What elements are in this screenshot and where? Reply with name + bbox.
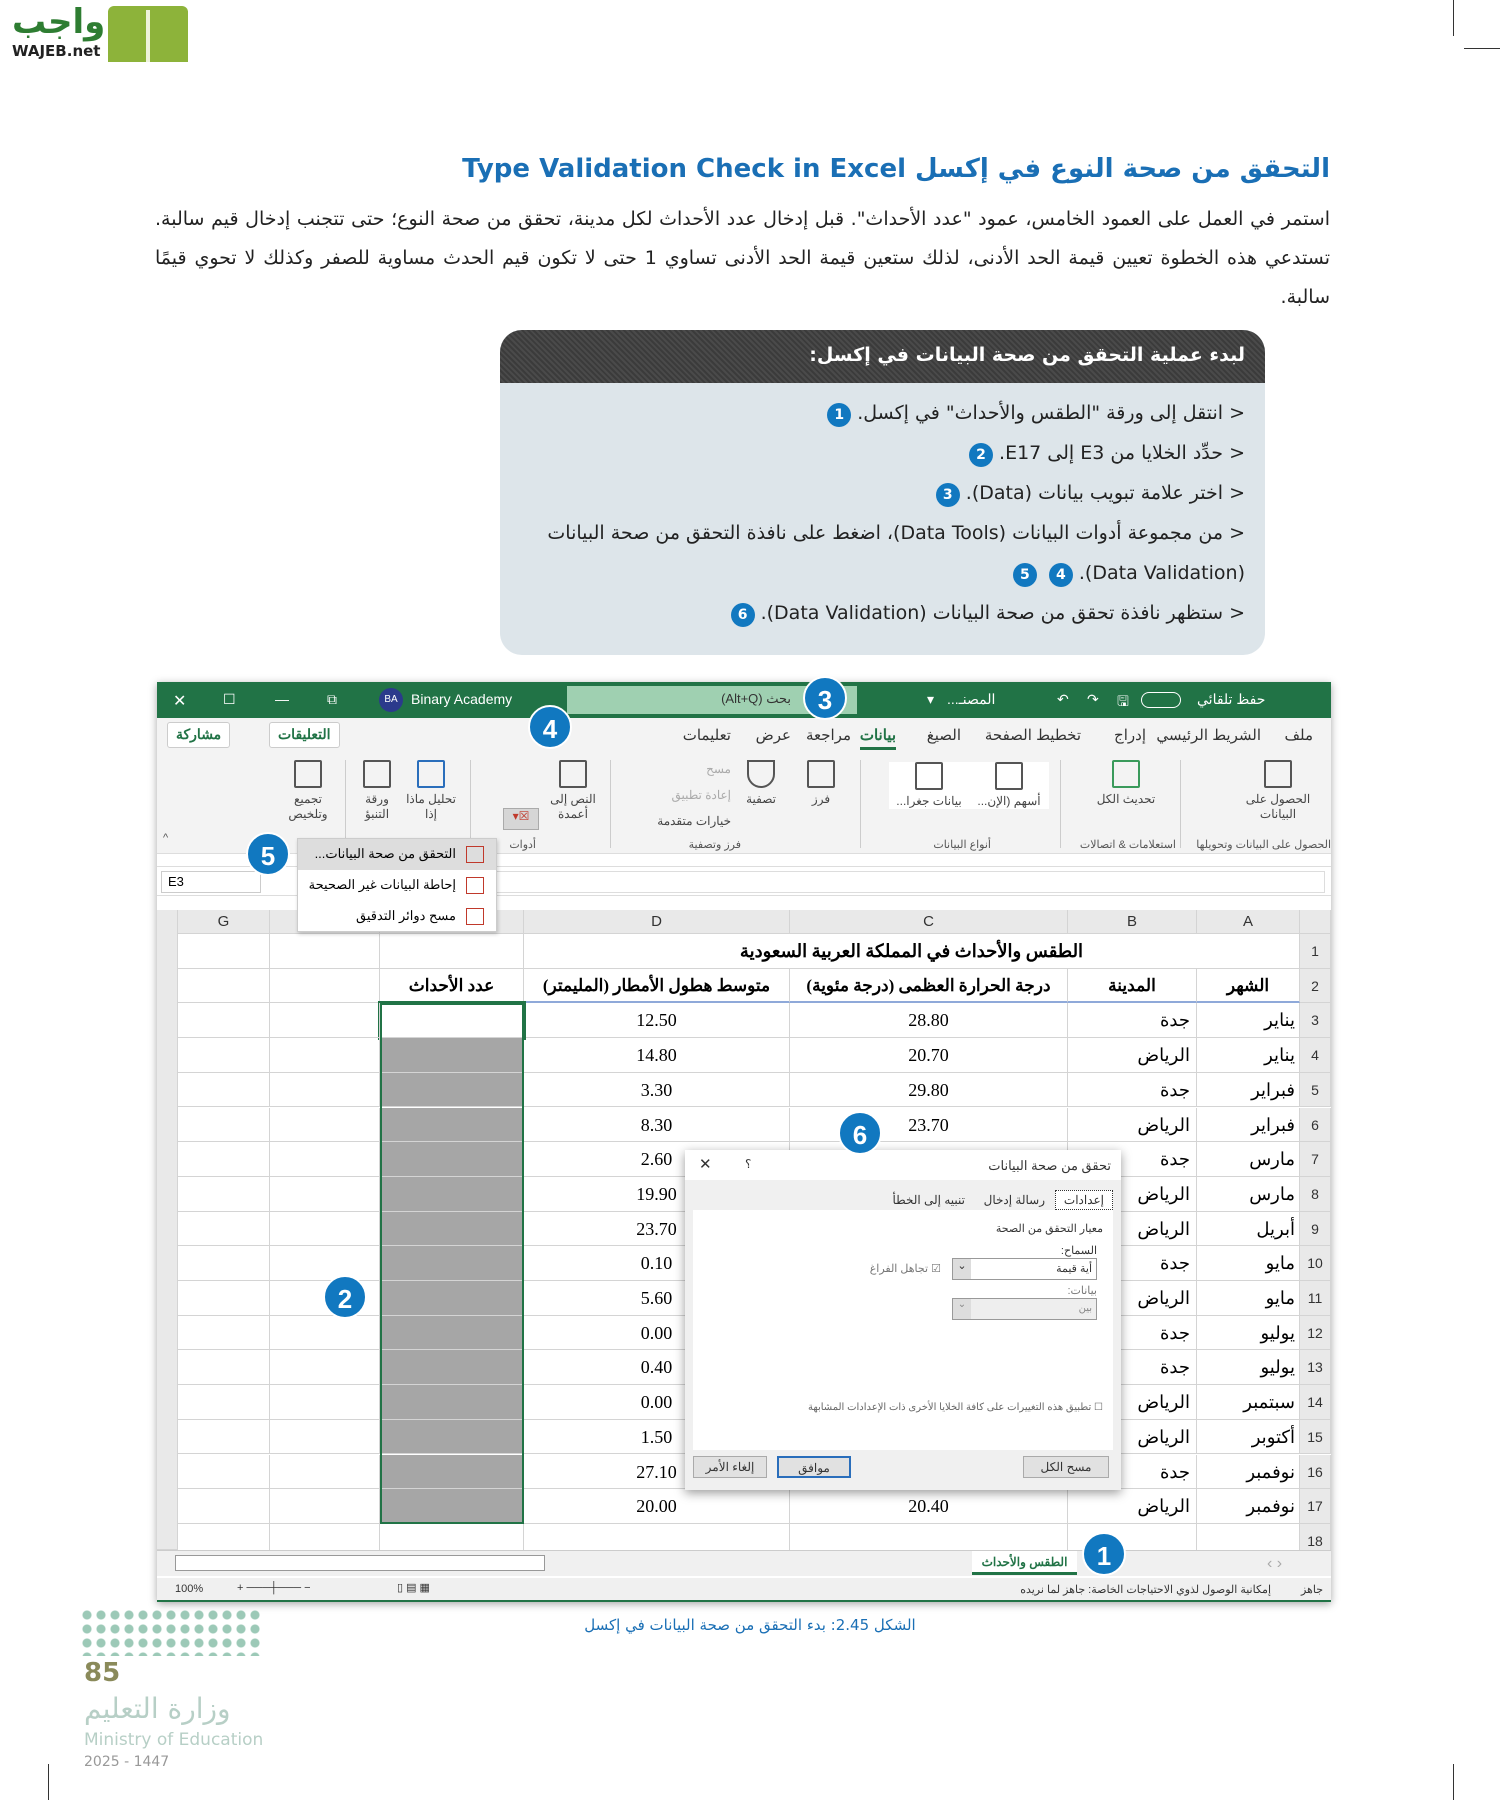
events-cell[interactable] [380,1038,524,1073]
cell[interactable] [178,1489,270,1524]
wajeb-logo [0,0,195,72]
month-cell[interactable]: يوليو [1197,1350,1300,1385]
city-cell[interactable]: جدة [1068,1455,1197,1490]
data-validation-menu [297,838,497,932]
row-header[interactable]: 7 [1300,1142,1331,1177]
row-header[interactable]: 4 [1300,1038,1331,1073]
cell[interactable] [270,1073,380,1108]
row-header[interactable]: 9 [1300,1212,1331,1247]
menu-item-data-validation[interactable]: التحقق من صحة البيانات... [298,839,496,870]
step-item [510,513,1245,593]
step-text: انتقل إلى ورقة "الطقس والأحداث" في إكسل. [857,402,1224,424]
cell[interactable] [178,1142,270,1177]
sheet-tab-weather-events[interactable]: الطقس والأحداث [972,1551,1077,1575]
ignore-blank-label: تجاهل الفراغ [869,1263,929,1275]
intro-paragraph: استمر في العمل على العمود الخامس، عمود "عدد الأحداث". قبل إدخال عدد الأحداث لكل مدينة، تحقق من صحة النوع؛ حتى تتجنب إدخال قيم سالبة. تستدعي هذه الخطوة تعيين قيمة الحد الأدنى، لذلك ستعين قيمة الحد الأدنى تساوي 1 حتى لا تكون قيم الحدث مساوية للصفر وكذلك لا تحوي قيمًا سالبة. [155,208,1330,308]
callout-marker-4: 4 [528,705,572,749]
month-cell[interactable]: فبراير [1197,1108,1300,1143]
group-label: أدوات [509,839,536,851]
row-header[interactable]: 15 [1300,1420,1331,1455]
events-cell[interactable] [380,1281,524,1316]
events-cell[interactable] [380,1420,524,1455]
label: فرز [811,792,831,806]
group-label: الحصول على البيانات وتحويلها [1196,839,1331,851]
row-header[interactable]: 11 [1300,1281,1331,1316]
row-header[interactable]: 2 [1300,969,1331,1004]
label: ورقة التنبؤ [364,792,390,821]
data-validation-button[interactable] [503,808,539,830]
group-label: أنواع البيانات [933,839,991,851]
data-select[interactable] [952,1298,1097,1320]
step-number-badge: 5 [1013,563,1037,587]
apply-all-label: تطبيق هذه التغييرات على كافة الخلايا الأخرى ذات الإعدادات المشابهة [807,1402,1092,1413]
column-header[interactable]: A [1197,910,1300,934]
rainfall-cell[interactable]: 14.80 [524,1038,790,1073]
cell[interactable] [178,1455,270,1490]
filename-dropdown[interactable]: المصنـ... [947,691,996,707]
column-header[interactable]: D [524,910,790,934]
tab-1[interactable]: الشريط الرئيسي [1156,727,1261,744]
page-number: 85 [84,1658,121,1688]
clear-button[interactable]: مسح [706,762,731,776]
row-header[interactable]: 16 [1300,1455,1331,1490]
city-cell[interactable]: الرياض [1068,1489,1197,1524]
row-header[interactable]: 5 [1300,1073,1331,1108]
collapse-ribbon-icon[interactable]: ^ [163,832,169,844]
divider [610,760,611,848]
month-cell[interactable]: يناير [1197,1038,1300,1073]
allow-value: أية قيمة [1056,1263,1092,1275]
column-header[interactable]: G [178,910,270,934]
column-title-cell[interactable]: متوسط هطول الأمطار (المليمتر) [524,969,790,1004]
view-buttons[interactable]: ▯ ▤ ▦ [397,1582,430,1594]
get-data-button[interactable] [1243,760,1313,822]
sheet-tab-bar [157,1550,1331,1576]
cell[interactable] [270,1038,380,1073]
step-item [510,433,1245,473]
step-number-badge: 2 [969,443,993,467]
city-cell[interactable]: جدة [1068,1316,1197,1351]
cell[interactable] [270,1108,380,1143]
ministry-dots-icon [80,1608,260,1656]
cell[interactable] [178,1073,270,1108]
temperature-cell[interactable]: 20.70 [790,1038,1068,1073]
cell[interactable] [270,1420,380,1455]
accessibility-status[interactable]: إمكانية الوصول لذوي الاحتياجات الخاصة: جاهز لما نريده [1020,1584,1271,1596]
ignore-blank-checkbox[interactable]: ☑ تجاهل الفراغ [869,1263,941,1275]
column-title-cell[interactable]: درجة الحرارة العظمى (درجة مئوية) [790,969,1068,1004]
row-header[interactable]: 6 [1300,1108,1331,1143]
database-icon [1264,760,1292,788]
section-label: معيار التحقق من الصحة [995,1223,1103,1235]
temperature-cell[interactable]: 28.80 [790,1003,1068,1038]
rainfall-cell[interactable]: 1.50 [524,1420,790,1455]
step-number-badge: 1 [827,403,851,427]
filter-icon [747,760,775,788]
chevron-down-icon: ⌄ [953,1299,971,1319]
chevron-down-icon: ▾ [927,691,935,707]
step-text: اختر علامة تبويب بيانات (Data). [965,482,1224,504]
cancel-button[interactable]: إلغاء الأمر [693,1456,767,1478]
row-header[interactable]: 10 [1300,1246,1331,1281]
tab-2[interactable]: إدراج [1114,727,1146,744]
cell[interactable] [270,1246,380,1281]
month-cell[interactable]: نوفمبر [1197,1455,1300,1490]
avatar[interactable]: BA [379,688,403,712]
refresh-icon [1112,760,1140,788]
share-button[interactable]: مشاركة [167,722,230,748]
cell[interactable] [178,1212,270,1247]
label: أسهم (الإن... [977,794,1041,808]
cell[interactable] [270,1385,380,1420]
horizontal-scrollbar[interactable] [175,1555,545,1571]
outline-icon [294,760,322,788]
month-cell[interactable]: يناير [1197,1003,1300,1038]
label: تجميع وتلخيص [288,792,328,821]
column-title-cell[interactable]: المدينة [1068,969,1197,1004]
row-header[interactable]: 17 [1300,1489,1331,1524]
tab-0[interactable]: ملف [1284,727,1313,744]
events-cell[interactable] [380,1455,524,1490]
city-cell[interactable]: جدة [1068,1003,1197,1038]
events-cell[interactable] [380,1212,524,1247]
events-cell[interactable] [380,1177,524,1212]
rainfall-cell[interactable]: 0.40 [524,1350,790,1385]
column-header[interactable]: B [1068,910,1197,934]
close-icon[interactable]: ✕ [699,1156,712,1173]
month-cell[interactable]: يوليو [1197,1316,1300,1351]
label: النص إلى أعمدة [550,792,596,821]
callout-marker-1: 1 [1082,1532,1126,1576]
month-cell[interactable]: سبتمبر [1197,1385,1300,1420]
autosave-label: حفظ تلقائي [1197,691,1266,707]
city-cell[interactable]: الرياض [1068,1212,1197,1247]
excel-window [157,682,1331,1602]
rainfall-cell[interactable]: 20.00 [524,1489,790,1524]
sheet-title-cell[interactable]: الطقس والأحداث في المملكة العربية السعودية [524,934,1300,969]
rainfall-cell[interactable]: 0.00 [524,1316,790,1351]
cell[interactable] [270,1350,380,1385]
tab-8[interactable]: تعليمات [682,727,731,744]
events-cell[interactable] [380,1003,524,1038]
cell[interactable] [178,1316,270,1351]
month-cell[interactable]: فبراير [1197,1073,1300,1108]
autosave-toggle[interactable] [1141,692,1181,708]
row-header[interactable]: 13 [1300,1350,1331,1385]
events-cell[interactable] [380,1108,524,1143]
events-cell[interactable] [380,1246,524,1281]
step-text: ستظهر نافذة تحقق من صحة البيانات (Data Validation). [760,602,1224,624]
rainfall-cell[interactable]: 23.70 [524,1212,790,1247]
step-item [510,473,1245,513]
allow-select[interactable] [952,1258,1097,1280]
city-cell[interactable]: جدة [1068,1073,1197,1108]
events-cell[interactable] [380,1489,524,1524]
divider [860,760,861,848]
sort-icon [807,760,835,788]
dialog-panel [693,1210,1113,1450]
step-text: حدِّد الخلايا من E3 إلى E17. [999,442,1224,464]
cell[interactable] [178,1246,270,1281]
column-title-cell[interactable]: عدد الأحداث [380,969,524,1004]
chart-icon [363,760,391,788]
columns-icon [559,760,587,788]
formula-input[interactable] [457,871,1325,893]
reapply-button[interactable]: إعادة تطبيق [671,788,731,802]
events-cell[interactable] [380,1142,524,1177]
tab-5[interactable]: بيانات [860,726,896,750]
row-header[interactable]: 3 [1300,1003,1331,1038]
tab-settings[interactable]: إعدادات [1055,1190,1113,1210]
cell[interactable] [178,1003,270,1038]
status-bar [157,1578,1331,1602]
minimize-icon[interactable]: — [275,691,289,707]
divider [345,760,346,848]
steps-heading: لبدء عملية التحقق من صحة البيانات في إكسل: [500,330,1265,383]
cell[interactable] [270,1177,380,1212]
cell[interactable] [178,1038,270,1073]
logo-latin: WAJEB.net [12,42,101,60]
cell[interactable] [380,934,524,969]
row-header[interactable]: 14 [1300,1385,1331,1420]
label: تحليل ماذا إذا [406,792,456,821]
zoom-slider[interactable]: + ───┼─── − [237,1582,311,1594]
data-validation-dialog [685,1150,1121,1490]
crop-mark [1464,48,1500,49]
status-ready: جاهز [1300,1584,1323,1596]
vertical-scrollbar[interactable] [157,910,178,1550]
geography-button[interactable] [889,762,969,809]
allow-label: السماح: [1060,1245,1097,1257]
temperature-cell[interactable]: 29.80 [790,1073,1068,1108]
tab-error-alert[interactable]: تنبيه إلى الخطأ [892,1193,965,1207]
rainfall-cell[interactable]: 2.60 [524,1142,790,1177]
sheet-nav-arrows[interactable]: ‹ › [1267,1555,1283,1572]
table-icon [417,760,445,788]
name-box[interactable]: E3 [161,871,261,893]
outline-button[interactable] [281,760,335,822]
data-value: بين [1078,1303,1092,1314]
ministry-logo [80,1608,270,1778]
city-cell[interactable]: الرياض [1068,1177,1197,1212]
close-icon[interactable]: ✕ [173,693,187,710]
step-number-badge: 4 [1049,563,1073,587]
label: تحديث الكل [1096,792,1156,806]
logo-arabic: واجب [12,2,106,42]
divider [470,760,471,848]
crop-mark [1453,1764,1454,1800]
rainfall-cell[interactable]: 12.50 [524,1003,790,1038]
ministry-english: Ministry of Education [84,1730,264,1750]
cell[interactable] [178,1385,270,1420]
cell[interactable] [178,1350,270,1385]
chevron-down-icon: ⌄ [953,1259,971,1279]
step-text: من مجموعة أدوات البيانات (Data Tools)، اضغط على نافذة التحقق من صحة البيانات (Data Validation). [547,522,1245,584]
help-icon[interactable]: ؟ [745,1157,752,1171]
figure-caption: الشكل 2.45: بدء التحقق من صحة البيانات في إكسل [584,1616,916,1634]
steps-list [500,383,1265,633]
month-cell[interactable]: مايو [1197,1281,1300,1316]
tab-input-message[interactable]: رسالة إدخال [983,1193,1045,1207]
cell[interactable] [270,1455,380,1490]
refresh-all-button[interactable] [1096,760,1156,807]
cell[interactable] [178,1420,270,1455]
events-cell[interactable] [380,1073,524,1108]
search-input[interactable]: بحث (Alt+Q) [567,686,857,714]
temperature-cell[interactable]: 20.40 [790,1489,1068,1524]
dialog-title: تحقق من صحة البيانات [988,1158,1111,1173]
data-label: بيانات: [1067,1285,1097,1297]
column-title-cell[interactable]: الشهر [1197,969,1300,1004]
city-cell[interactable]: جدة [1068,1246,1197,1281]
data-validation-icon: ☒▾ [512,809,530,823]
cell[interactable] [270,1316,380,1351]
city-cell[interactable]: جدة [1068,1350,1197,1385]
crop-mark [48,1764,49,1800]
user-name: Binary Academy [411,691,513,707]
stocks-button[interactable] [969,762,1049,809]
cell[interactable] [270,1212,380,1247]
row-header[interactable]: 12 [1300,1316,1331,1351]
rainfall-cell[interactable]: 27.10 [524,1455,790,1490]
events-cell[interactable] [380,1385,524,1420]
divider [1180,760,1181,848]
city-cell[interactable]: الرياض [1068,1108,1197,1143]
apply-all-checkbox[interactable]: ☐ تطبيق هذه التغييرات على كافة الخلايا الأخرى ذات الإعدادات المشابهة [807,1402,1103,1413]
events-cell[interactable] [380,1316,524,1351]
title-bar [157,682,1331,718]
city-cell[interactable]: جدة [1068,1142,1197,1177]
month-cell[interactable]: نوفمبر [1197,1489,1300,1524]
year: 2025 - 1447 [84,1754,170,1770]
tab-4[interactable]: الصيغ [926,727,961,744]
step-number-badge: 6 [731,603,755,627]
group-label: استعلامات & اتصالات [1079,839,1176,851]
cell[interactable] [270,934,380,969]
step-number-badge: 3 [936,483,960,507]
bank-icon [995,762,1023,790]
label: تصفية [746,792,776,806]
month-cell[interactable]: مارس [1197,1177,1300,1212]
steps-box [500,330,1265,655]
cell[interactable] [178,934,270,969]
callout-marker-6: 6 [838,1111,882,1155]
crop-mark [1453,0,1454,36]
menu-item-clear-circles[interactable]: مسح دوائر التدقيق [298,901,496,932]
save-icon[interactable]: 🖫 [1117,693,1129,709]
rainfall-cell[interactable]: 0.10 [524,1246,790,1281]
filter-button[interactable] [736,760,786,807]
cell[interactable] [270,1003,380,1038]
what-if-button[interactable] [403,760,459,822]
cell[interactable] [270,1142,380,1177]
comments-button[interactable]: التعليقات [269,722,340,748]
group-label: فرز وتصفية [688,839,741,851]
temperature-cell[interactable]: 23.70 [790,1108,1068,1143]
text-to-columns-button[interactable] [547,760,599,822]
city-cell[interactable]: الرياض [1068,1038,1197,1073]
events-cell[interactable] [380,1350,524,1385]
advanced-button[interactable]: خيارات متقدمة [657,814,731,828]
rainfall-cell[interactable]: 5.60 [524,1281,790,1316]
tab-3[interactable]: تخطيط الصفحة [984,727,1081,744]
row-header[interactable]: 1 [1300,934,1331,969]
step-item [510,593,1245,633]
row-header[interactable]: 8 [1300,1177,1331,1212]
callout-marker-3: 3 [803,676,847,720]
city-cell[interactable]: الرياض [1068,1420,1197,1455]
redo-icon[interactable]: ↷ [1087,691,1099,707]
tab-7[interactable]: عرض [755,727,791,744]
rainfall-cell[interactable]: 8.30 [524,1108,790,1143]
step-item [510,393,1245,433]
map-icon [915,762,943,790]
city-cell[interactable]: الرياض [1068,1385,1197,1420]
cell[interactable] [178,1108,270,1143]
tab-6[interactable]: مراجعة [805,727,851,744]
row-header[interactable]: 18 [1300,1524,1331,1559]
label: بيانات جغرا... [896,794,962,808]
divider [1060,760,1061,848]
rainfall-cell[interactable]: 0.00 [524,1385,790,1420]
month-cell[interactable]: أكتوبر [1197,1420,1300,1455]
menu-item-circle-invalid[interactable]: إحاطة البيانات غير الصحيحة [298,870,496,901]
ok-button[interactable]: موافق [777,1456,851,1478]
cell[interactable] [270,1489,380,1524]
section-title: التحقق من صحة النوع في إكسل Type Validation Check in Excel [462,154,1330,184]
maximize-icon[interactable]: ☐ [223,691,236,707]
ribbon-tabs [157,718,1331,752]
callout-marker-2: 2 [323,1275,367,1319]
rainfall-cell[interactable]: 3.30 [524,1073,790,1108]
select-all-corner[interactable] [1300,910,1331,934]
book-icon [108,6,188,62]
month-cell[interactable]: أبريل [1197,1212,1300,1247]
undo-icon[interactable]: ↶ [1057,691,1069,707]
sort-button[interactable] [801,760,841,807]
cell[interactable] [178,1281,270,1316]
ministry-arabic: وزارة التعليم [84,1692,231,1725]
forecast-button[interactable] [353,760,401,822]
month-cell[interactable]: مارس [1197,1142,1300,1177]
cell[interactable] [270,969,380,1004]
city-cell[interactable]: الرياض [1068,1281,1197,1316]
label: الحصول على البيانات [1245,792,1311,821]
cell[interactable] [178,1177,270,1212]
clear-all-button[interactable]: مسح الكل [1023,1456,1109,1478]
column-header[interactable]: C [790,910,1068,934]
callout-marker-5: 5 [246,832,290,876]
zoom-level[interactable]: 100% [175,1583,204,1595]
rainfall-cell[interactable]: 19.90 [524,1177,790,1212]
ribbon-display-icon[interactable]: ⧉ [327,691,337,707]
cell[interactable] [178,969,270,1004]
month-cell[interactable]: مايو [1197,1246,1300,1281]
